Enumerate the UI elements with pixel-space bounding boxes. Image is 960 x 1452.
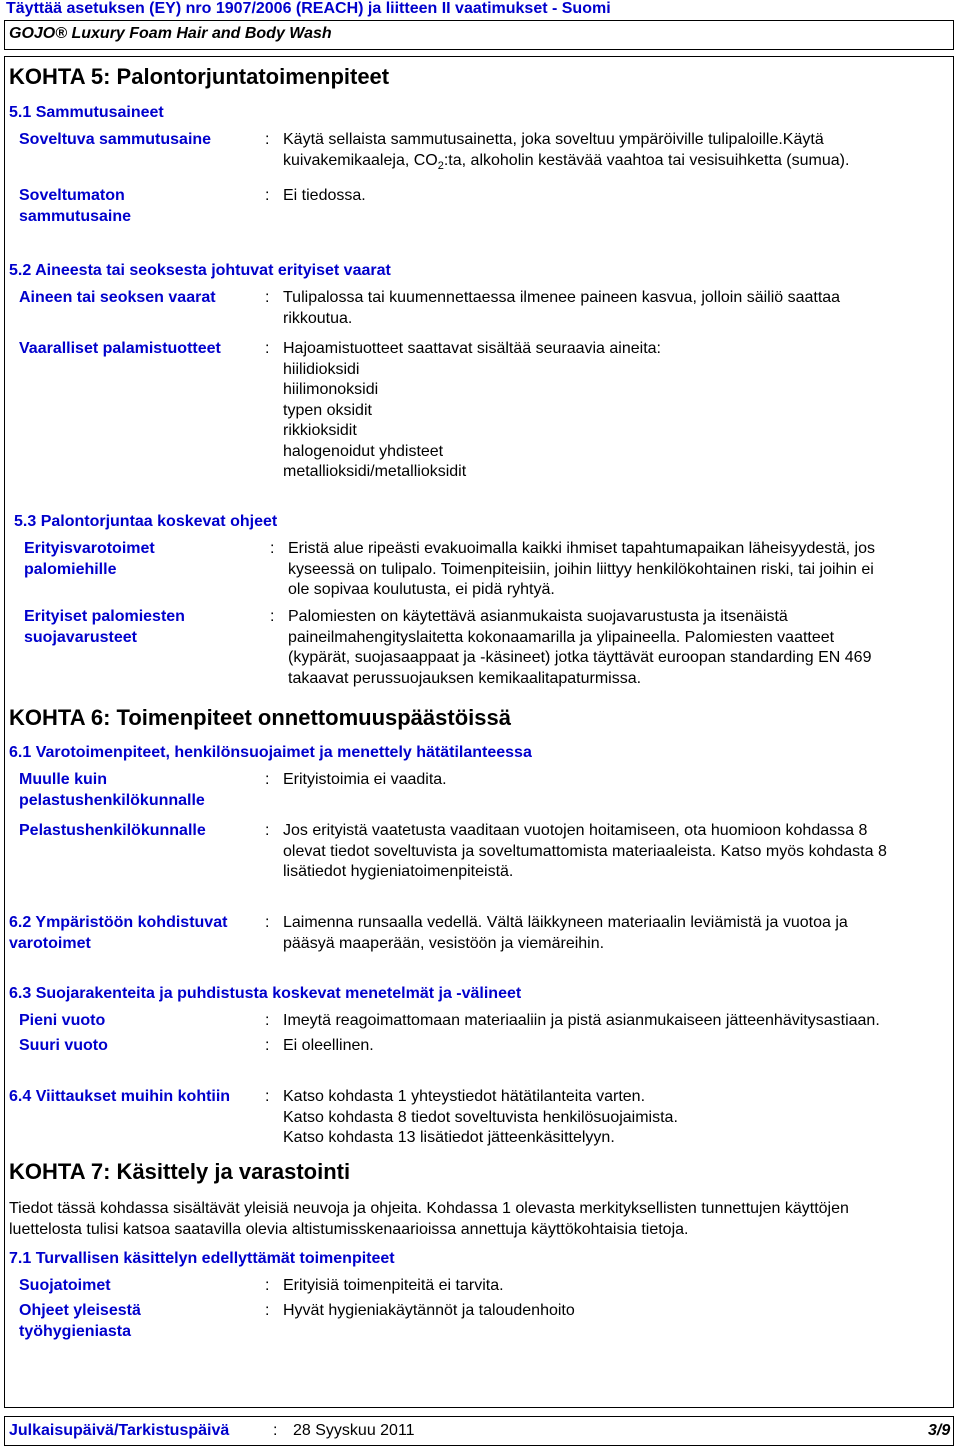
subscript-text: 2 — [437, 159, 444, 172]
footer-date: 28 Syyskuu 2011 — [293, 1422, 415, 1439]
references-value — [283, 1087, 678, 1149]
value-line: rikkoutua. — [283, 309, 353, 327]
list-item: halogenoidut yhdisteet — [283, 442, 444, 460]
value-line: (kypärät, suojasaappaat ja -käsineet) jotka täyttävät euroopan standarding EN 469 — [288, 649, 872, 666]
field-colon: : — [265, 187, 270, 204]
field-colon: : — [265, 1277, 270, 1294]
substance-hazards-label: Aineen tai seoksen vaarat — [19, 289, 216, 306]
subsection-6-1-title: 6.1 Varotoimenpiteet, henkilönsuojaimet ja menettely hätätilanteessa — [9, 744, 532, 761]
list-item: typen oksidit — [283, 401, 372, 419]
unsuitable-extinguishing-value: Ei tiedossa. — [283, 187, 366, 204]
field-colon: : — [270, 540, 275, 557]
page-number: 3/9 — [928, 1422, 951, 1439]
combustion-products-list — [283, 339, 661, 483]
combustion-products-label: Vaaralliset palamistuotteet — [19, 340, 221, 357]
field-colon: : — [265, 914, 270, 931]
field-colon: : — [265, 131, 270, 148]
value-line: Katso kohdasta 8 tiedot soveltuvista henkilösuojaimista. — [283, 1108, 678, 1126]
suitable-extinguishing-value — [283, 130, 849, 176]
firefighter-precautions-value — [288, 539, 875, 601]
label-line: Erityisvarotoimet — [24, 540, 155, 557]
label-line: Ohjeet yleisestä — [19, 1302, 141, 1319]
product-name: GOJO® Luxury Foam Hair and Body Wash — [9, 25, 332, 42]
footer-colon: : — [273, 1422, 278, 1439]
value-line: ole sopivaa koulutusta, ei pidä ryhtyä. — [288, 581, 555, 598]
section-5-title: KOHTA 5: Palontorjuntatoimenpiteet — [9, 64, 390, 89]
label-line: Soveltumaton — [19, 187, 125, 204]
value-line: Palomiesten on käytettävä asianmukaista suojavarustusta ja itsenäistä — [288, 608, 788, 625]
field-colon: : — [265, 771, 270, 788]
label-line: työhygieniasta — [19, 1322, 132, 1340]
label-line: Erityiset palomiesten — [24, 608, 185, 625]
subsection-5-2-title: 5.2 Aineesta tai seoksesta johtuvat erityiset vaarat — [9, 262, 391, 279]
protective-measures-label: Suojatoimet — [19, 1277, 111, 1294]
firefighter-precautions-label — [24, 539, 155, 580]
large-spill-value: Ei oleellinen. — [283, 1037, 374, 1054]
field-colon: : — [265, 1037, 270, 1054]
value-line — [283, 151, 849, 177]
label-line: palomiehille — [24, 560, 117, 578]
section-7-title: KOHTA 7: Käsittely ja varastointi — [9, 1159, 351, 1184]
small-spill-value: Imeytä reagoimattomaan materiaaliin ja pistä asianmukaiseen jätteenhävitysastiaan. — [283, 1012, 880, 1029]
occupational-hygiene-value: Hyvät hygieniakäytännöt ja taloudenhoito — [283, 1302, 575, 1319]
field-colon: : — [265, 822, 270, 839]
list-item: hiilidioksidi — [283, 360, 360, 378]
value-line: olevat tiedot soveltuvista ja soveltumattomista materiaaleista. Katso myös kohdasta 8 — [283, 842, 887, 860]
value-line: paineilmahengityslaitetta kokonaamarilla ja ylipaineella. Palomiesten vaatteet — [288, 628, 835, 646]
emergency-responders-label: Pelastushenkilökunnalle — [19, 822, 206, 839]
protective-measures-value: Erityisiä toimenpiteitä ei tarvita. — [283, 1277, 504, 1294]
value-line: Katso kohdasta 13 lisätiedot jätteenkäsittelyyn. — [283, 1129, 615, 1146]
unsuitable-extinguishing-label — [19, 186, 131, 227]
value-line: Jos erityistä vaatetusta vaaditaan vuotojen hoitamiseen, ota huomioon kohdassa 8 — [283, 822, 868, 839]
value-line: pääsyä maaperään, vesistöön ja viemäreihin. — [283, 934, 605, 952]
field-colon: : — [265, 1088, 270, 1105]
value-text: :ta, alkoholin kestävää vaahtoa tai vesisuihketta (sumua). — [443, 151, 850, 169]
footer-date-label: Julkaisupäivä/Tarkistuspäivä — [9, 1422, 230, 1439]
label-line: suojavarusteet — [24, 628, 137, 646]
value-line: Katso kohdasta 1 yhteystiedot hätätilanteita varten. — [283, 1088, 646, 1105]
label-line: varotoimet — [9, 934, 91, 952]
firefighter-equipment-label — [24, 607, 185, 648]
value-line: Tulipalossa tai kuumennettaessa ilmenee paineen kasvua, jolloin säiliö saattaa — [283, 289, 841, 306]
field-colon: : — [265, 1302, 270, 1319]
large-spill-label: Suuri vuoto — [19, 1037, 108, 1054]
document-regulation-title: Täyttää asetuksen (EY) nro 1907/2006 (REACH) ja liitteen II vaatimukset - Suomi — [6, 0, 611, 17]
label-line: 6.2 Ympäristöön kohdistuvat — [9, 914, 228, 931]
subsection-6-3-title: 6.3 Suojarakenteita ja puhdistusta koskevat menetelmät ja -välineet — [9, 985, 522, 1002]
references-label: 6.4 Viittaukset muihin kohtiin — [9, 1088, 231, 1105]
section-6-title: KOHTA 6: Toimenpiteet onnettomuuspäästöissä — [9, 705, 511, 730]
firefighter-equipment-value — [288, 607, 871, 689]
list-item: Hajoamistuotteet saattavat sisältää seuraavia aineita: — [283, 340, 661, 357]
value-line: Laimenna runsaalla vedellä. Vältä läikkyneen materiaalin leviämistä ja vuotoa ja — [283, 914, 848, 931]
value-line: kyseessä on tulipalo. Toimenpiteisiin, joihin liittyy henkilökohtainen riski, tai joihin ei — [288, 560, 874, 578]
intro-line: Tiedot tässä kohdassa sisältävät yleisiä neuvoja ja ohjeita. Kohdassa 1 olevasta merkityksellisten tunnettujen käyttöjen — [9, 1200, 849, 1217]
label-line: sammutusaine — [19, 207, 132, 225]
list-item: metallioksidi/metallioksidit — [283, 463, 467, 480]
field-colon: : — [265, 340, 270, 357]
field-colon: : — [265, 289, 270, 306]
subsection-7-1-title: 7.1 Turvallisen käsittelyn edellyttämät toimenpiteet — [9, 1250, 395, 1267]
non-emergency-personnel-value: Erityistoimia ei vaadita. — [283, 771, 447, 788]
list-item: rikkioksidit — [283, 422, 357, 439]
value-line: takaavat perussuojauksen kemikaalitapaturmissa. — [288, 669, 642, 687]
environmental-precautions-label — [9, 913, 227, 954]
field-colon: : — [270, 608, 275, 625]
subsection-5-1-title: 5.1 Sammutusaineet — [9, 104, 164, 121]
subsection-5-3-title: 5.3 Palontorjuntaa koskevat ohjeet — [14, 513, 278, 530]
value-line: lisätiedot hygieniatoimenpiteistä. — [283, 863, 514, 880]
occupational-hygiene-label — [19, 1301, 141, 1342]
value-line: Eristä alue ripeästi evakuoimalla kaikki ihmiset tapahtumapaikan läheisyydestä, jos — [288, 540, 875, 557]
field-colon: : — [265, 1012, 270, 1029]
intro-line: luettelosta tulisi katsoa saatavilla olevia altistumisskenaarioissa annettuja käyttökohtaisia tietoja. — [9, 1220, 689, 1238]
label-line: Muulle kuin — [19, 771, 107, 788]
small-spill-label: Pieni vuoto — [19, 1012, 106, 1029]
value-text: kuivakemikaaleja, CO — [283, 151, 438, 169]
environmental-precautions-value — [283, 913, 848, 954]
suitable-extinguishing-label: Soveltuva sammutusaine — [19, 131, 212, 148]
non-emergency-personnel-label — [19, 770, 205, 811]
substance-hazards-value — [283, 288, 840, 329]
value-line: Käytä sellaista sammutusainetta, joka soveltuu ympäröiville tulipaloille.Käytä — [283, 131, 824, 148]
emergency-responders-value — [283, 821, 887, 883]
label-line: pelastushenkilökunnalle — [19, 791, 205, 809]
section-7-intro — [9, 1199, 849, 1240]
list-item: hiilimonoksidi — [283, 381, 379, 398]
